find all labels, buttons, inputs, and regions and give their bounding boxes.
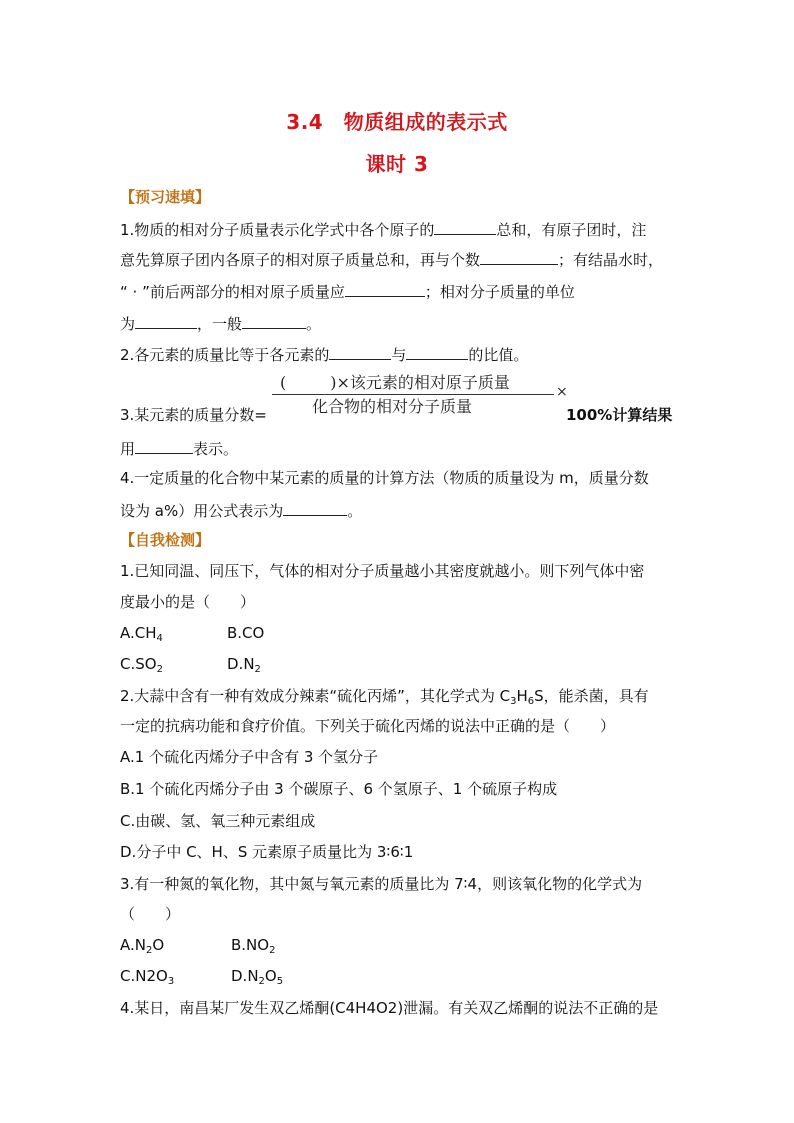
text: C.N2O — [120, 967, 168, 985]
option-a[interactable] — [120, 936, 164, 954]
text: D.N — [227, 655, 255, 673]
answer-blank[interactable] — [135, 312, 197, 329]
subscript: 2 — [156, 664, 163, 675]
text: 的比值。 — [468, 346, 529, 364]
text: S，能杀菌，具有 — [534, 687, 649, 705]
text: 1.物质的相对分子质量表示化学式中各个原子的 — [120, 221, 435, 239]
text: 。 — [347, 502, 363, 520]
subscript: 5 — [276, 976, 284, 987]
paren-close: ) — [330, 373, 337, 392]
selfcheck-q2-option-a[interactable]: A.1 个硫化丙烯分子中含有 3 个氢分子 — [120, 748, 379, 766]
subscript: 3 — [167, 976, 175, 987]
preview-q1-line3 — [120, 280, 575, 302]
subscript: 6 — [527, 696, 535, 707]
text: 设为 a%）用公式表示为 — [120, 502, 284, 520]
text: 意先算原子团内各原子的相对原子质量总和，再与个数 — [120, 251, 481, 269]
text: H — [516, 687, 528, 705]
selfcheck-q1-options-cd — [120, 654, 261, 680]
preview-q3-line1 — [120, 405, 674, 425]
selfcheck-q3-options-cd — [120, 966, 284, 992]
preview-q1-line4 — [120, 312, 321, 334]
selfcheck-q2-line2: 一定的抗病功能和食疗价值。下列关于硫化丙烯的说法中正确的是（ ） — [120, 717, 616, 735]
paren-open: ( — [280, 373, 287, 392]
answer-blank[interactable] — [345, 280, 425, 297]
option-d[interactable] — [231, 966, 283, 992]
preview-q4-line2 — [120, 499, 362, 521]
selfcheck-q3-line2: （ ） — [120, 905, 181, 923]
fraction-numerator — [280, 370, 510, 393]
option-d[interactable] — [227, 654, 261, 680]
text: ，一般 — [197, 315, 243, 333]
selfcheck-q2-option-c[interactable]: C.由碳、氢、氧三种元素组成 — [120, 812, 316, 830]
selfcheck-q1-line2: 度最小的是（ ） — [120, 593, 256, 611]
text: ；有结晶水时， — [558, 251, 664, 269]
option-b[interactable]: B.CO — [227, 624, 265, 642]
answer-blank[interactable] — [242, 312, 306, 329]
selfcheck-q2-line1 — [120, 686, 649, 712]
answer-blank[interactable] — [434, 218, 496, 235]
selfcheck-q2-option-d[interactable]: D.分子中 C、H、S 元素原子质量比为 3∶6∶1 — [120, 843, 414, 861]
selfcheck-q1-options-ab — [120, 623, 265, 649]
preview-q3-line2 — [120, 437, 238, 459]
text: O — [152, 936, 165, 954]
text: 总和，有原子团时，注 — [496, 221, 647, 239]
text: D.N — [231, 967, 259, 985]
text: 2.各元素的质量比等于各元素的 — [120, 346, 330, 364]
answer-blank[interactable] — [406, 343, 468, 360]
text: 。 — [306, 315, 322, 333]
preview-q1-line2 — [120, 248, 663, 270]
section-preview-heading: 【预习速填】 — [120, 188, 211, 206]
subscript: 2 — [146, 945, 153, 956]
text: 与 — [391, 346, 407, 364]
text: 2.大蒜中含有一种有效成分辣素“硫化丙烯”，其化学式为 C — [120, 687, 511, 705]
text: 用 — [120, 440, 136, 458]
page-subtitle: 课时 3 — [365, 152, 429, 176]
text: C.SO — [120, 655, 157, 673]
answer-blank[interactable] — [283, 499, 347, 516]
answer-blank[interactable] — [329, 343, 391, 360]
selfcheck-q2-option-b[interactable]: B.1 个硫化丙烯分子由 3 个碳原子、6 个氢原子、1 个硫原子构成 — [120, 780, 558, 798]
subscript: 2 — [258, 976, 265, 987]
fraction-denominator: 化合物的相对分子质量 — [312, 397, 473, 416]
option-b[interactable] — [231, 935, 275, 961]
option-a[interactable] — [120, 624, 163, 642]
subscript: 2 — [254, 664, 261, 675]
text: A.CH — [120, 624, 157, 642]
selfcheck-q3-line1: 3.有一种氮的氧化物，其中氮与氧元素的质量比为 7∶4，则该氧化物的化学式为 — [120, 875, 643, 893]
section-selfcheck-heading: 【自我检测】 — [120, 531, 211, 549]
subscript: 4 — [156, 633, 163, 644]
preview-q2 — [120, 343, 528, 365]
text: B.NO — [231, 936, 270, 954]
subscript: 3 — [510, 696, 517, 707]
selfcheck-q3-options-ab — [120, 935, 276, 961]
multiply-sign: × — [556, 384, 568, 400]
answer-blank[interactable] — [135, 437, 193, 454]
text: 100%计算结果 — [566, 406, 673, 424]
answer-blank[interactable] — [480, 248, 558, 265]
text: ；相对分子质量的单位 — [424, 283, 575, 301]
preview-q4-line1: 4.一定质量的化合物中某元素的质量的计算方法（物质的质量设为 m，质量分数 — [120, 469, 649, 487]
text: 为 — [120, 315, 136, 333]
preview-q1-line1 — [120, 218, 646, 240]
text: O — [264, 967, 277, 985]
text: 3.某元素的质量分数= — [120, 406, 267, 424]
numerator-text: ×该元素的相对原子质量 — [336, 373, 510, 392]
selfcheck-q1-line1: 1.已知同温、同压下，气体的相对分子质量越小其密度就越小。则下列气体中密 — [120, 562, 645, 580]
selfcheck-q4-line1: 4.某日，南昌某厂发生双乙烯酮(C4H4O2)泄漏。有关双乙烯酮的说法不正确的是 — [120, 999, 659, 1017]
page-title: 3.4 物质组成的表示式 — [286, 110, 508, 134]
option-c[interactable] — [120, 967, 174, 985]
option-c[interactable] — [120, 655, 163, 673]
text: “ · ”前后两部分的相对原子质量应 — [120, 283, 345, 301]
text: 表示。 — [193, 440, 239, 458]
subscript: 2 — [269, 945, 276, 956]
text: A.N — [120, 936, 146, 954]
